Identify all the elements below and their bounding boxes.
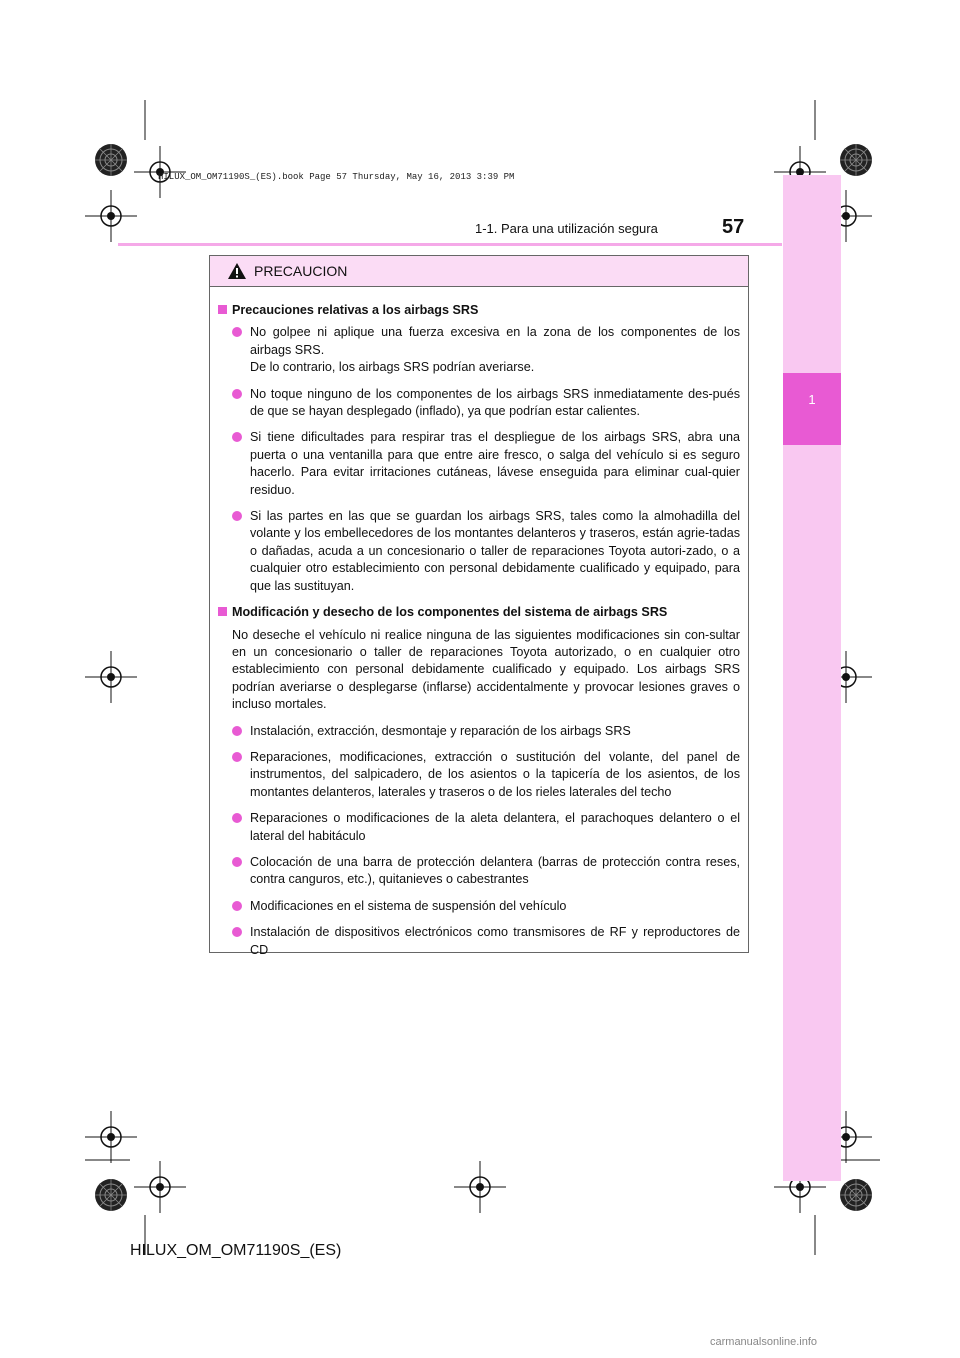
section-paragraph: No deseche el vehículo ni realice ninguna de las siguientes modificaciones sin con-sultar en un concesionario o taller de reparaciones Toyota autorizado, o en cualquier otro establecimiento con personal debidamente cualificado y equipado. Los airbags SRS podrían averiarse o desplegarse (inflarse) accidentalmente y provocar lesiones graves o incluso mortales. xyxy=(232,627,740,712)
caution-box xyxy=(209,255,749,957)
warning-triangle-icon xyxy=(228,263,246,279)
circle-bullet-icon xyxy=(232,857,242,867)
caution-body xyxy=(210,287,748,959)
list-item: No toque ninguno de los componentes de los airbags SRS inmediatamente des-pués de que se hayan desplegado (inflado), ya que podrían estar calientes. xyxy=(232,386,740,421)
page-number: 57 xyxy=(722,216,745,238)
square-bullet-icon xyxy=(218,607,227,616)
list-item: Si tiene dificultades para respirar tras el despliegue de los airbags SRS, abra una puerta o una ventanilla para que entre aire fresco, o salga del vehículo si es seguro hacerlo. Para evitar irritaciones cutáneas, lávese enseguida para eliminar cual-quier residuo. xyxy=(232,429,740,499)
chapter-number: 1 xyxy=(808,392,816,407)
watermark: carmanualsonline.info xyxy=(710,1336,818,1348)
list-item: Reparaciones o modificaciones de la aleta delantera, el parachoques delantero o el lateral del habitáculo xyxy=(232,810,740,845)
circle-bullet-icon xyxy=(232,389,242,399)
circle-bullet-icon xyxy=(232,901,242,911)
list-item: Instalación de dispositivos electrónicos como transmisores de RF y reproductores de CD xyxy=(232,924,740,959)
circle-bullet-icon xyxy=(232,511,242,521)
chapter-tab-marker xyxy=(783,373,841,445)
circle-bullet-icon xyxy=(232,813,242,823)
section-title: 1-1. Para una utilización segura xyxy=(475,221,658,236)
list-item: Instalación, extracción, desmontaje y reparación de los airbags SRS xyxy=(232,723,740,740)
list-item: Modificaciones en el sistema de suspensión del vehículo xyxy=(232,898,740,915)
square-bullet-icon xyxy=(218,305,227,314)
chapter-side-tab xyxy=(783,175,841,1181)
list-item: Si las partes en las que se guardan los airbags SRS, tales como la almohadilla del volante y los embellecedores de los montantes delanteros y traseros, están agrie-tadas o dañadas, acuda a un concesionario o taller de reparaciones Toyota autori-zado, o a cualquier otro establecimiento con personal debidamente cualificado y equipado, para que las sustituyan. xyxy=(232,508,740,595)
section-heading: Precauciones relativas a los airbags SRS xyxy=(218,302,740,319)
section-heading: Modificación y desecho de los componentes del sistema de airbags SRS xyxy=(218,604,740,621)
list-item: Reparaciones, modificaciones, extracción o sustitución del volante, del panel de instrumentos, del salpicadero, de los asientos o la tapicería de los asientos, de los montantes delanteros, laterales y traseros o de los rieles laterales del techo xyxy=(232,749,740,801)
circle-bullet-icon xyxy=(232,752,242,762)
header-rule xyxy=(118,243,782,246)
list-item: No golpee ni aplique una fuerza excesiva en la zona de los componentes de los airbags SRS. De lo contrario, los airbags SRS podrían averiarse. xyxy=(232,324,740,376)
circle-bullet-icon xyxy=(232,327,242,337)
footer-code: HILUX_OM_OM71190S_(ES) xyxy=(130,1242,342,1259)
list-item: Colocación de una barra de protección delantera (barras de protección contra reses, contra canguros, etc.), quitanieves o cabestrantes xyxy=(232,854,740,889)
circle-bullet-icon xyxy=(232,927,242,937)
print-header: HILUX_OM_OM71190S_(ES).book Page 57 Thursday, May 16, 2013 3:39 PM xyxy=(158,172,515,182)
caution-header xyxy=(210,256,748,287)
caution-title: PRECAUCION xyxy=(254,263,348,279)
circle-bullet-icon xyxy=(232,726,242,736)
circle-bullet-icon xyxy=(232,432,242,442)
